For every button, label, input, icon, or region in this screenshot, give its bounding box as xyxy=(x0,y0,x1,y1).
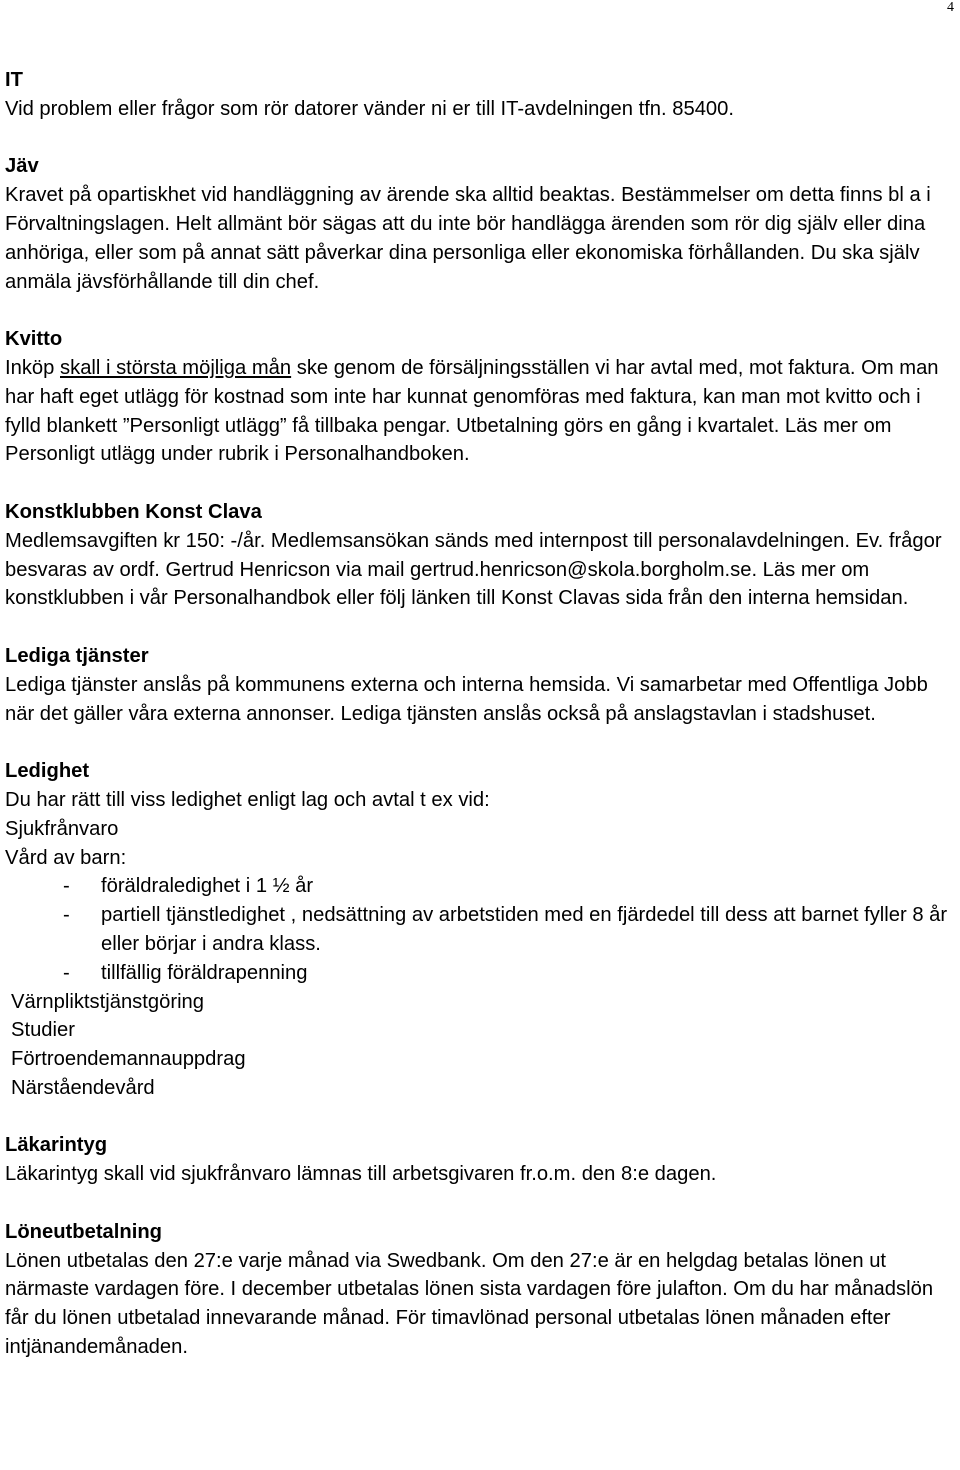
section-jav xyxy=(5,152,957,296)
ledighet-vard-av-barn: Vård av barn: xyxy=(5,846,127,869)
dash-bullet: - xyxy=(63,875,70,898)
paragraph-loneutbetalning: Lönen utbetalas den 27:e varje månad via Swedbank. Om den 27:e är en helgdag betalas lönen ut närmaste vardagen före. I december utbetalas lönen sista vardagen före julafton. Om du har månadslön får du lönen utbetalad innevarande månad. För timavlönad personal utbetalas lönen månaden efter intjänandemånaden. xyxy=(5,1249,934,1359)
ledighet-studier: Studier xyxy=(11,1019,75,1042)
ledighet-barn-list xyxy=(5,872,957,987)
heading-lediga-tjanster: Lediga tjänster xyxy=(5,644,149,667)
dash-bullet: - xyxy=(63,961,70,984)
kvitto-text-start: Inköp xyxy=(5,356,60,379)
list-item-text: föräldraledighet i 1 ½ år xyxy=(101,875,314,898)
heading-konstklubben: Konstklubben Konst Clava xyxy=(5,500,262,523)
page-number: 4 xyxy=(947,0,954,15)
kvitto-text-end: ske genom de försäljningsställen vi har avtal med, mot faktura. Om man har haft eget utlägg för kostnad som inte har kunnat genomföras med faktura, kan man mot kvitto och i fylld blankett ”Personligt utlägg” få tillbaka pengar. Utbetalning görs en gång i kvartalet. Läs mer om Personligt utlägg under rubrik i Personalhandboken. xyxy=(5,356,939,466)
section-lakarintyg xyxy=(5,1131,957,1189)
section-konstklubben xyxy=(5,498,957,613)
section-it xyxy=(5,66,957,124)
paragraph-konstklubben: Medlemsavgiften kr 150: -/år. Medlemsansökan sänds med internpost till personalavdelningen. Ev. frågor besvaras av ordf. Gertrud Henricson via mail gertrud.henricson@skola.borgholm.se. Läs mer om konstklubben i vår Personalhandbok eller följ länken till Konst Clavas sida från den interna hemsidan. xyxy=(5,529,942,610)
heading-jav: Jäv xyxy=(5,155,39,178)
section-loneutbetalning xyxy=(5,1218,957,1362)
section-kvitto xyxy=(5,325,957,469)
paragraph-lakarintyg: Läkarintyg skall vid sjukfrånvaro lämnas till arbetsgivaren fr.o.m. den 8:e dagen. xyxy=(5,1163,717,1186)
heading-loneutbetalning: Löneutbetalning xyxy=(5,1220,162,1243)
paragraph-lediga-tjanster: Lediga tjänster anslås på kommunens externa och interna hemsida. Vi samarbetar med Offentliga Jobb när det gäller våra externa annonser. Lediga tjänsten anslås också på anslagstavlan i stadshuset. xyxy=(5,673,928,725)
ledighet-sjukfranvaro: Sjukfrånvaro xyxy=(5,817,119,840)
dash-bullet: - xyxy=(63,904,70,927)
ledighet-fortroendemannauppdrag: Förtroendemannauppdrag xyxy=(11,1048,246,1071)
ledighet-narstaendevard: Närståendevård xyxy=(11,1076,155,1099)
list-item xyxy=(5,901,957,959)
section-lediga-tjanster xyxy=(5,642,957,728)
list-item xyxy=(5,959,957,988)
heading-kvitto: Kvitto xyxy=(5,328,63,351)
document-body xyxy=(5,66,957,1362)
heading-lakarintyg: Läkarintyg xyxy=(5,1134,108,1157)
paragraph-kvitto xyxy=(5,354,957,469)
heading-it: IT xyxy=(5,69,23,91)
paragraph-jav: Kravet på opartiskhet vid handläggning av ärende ska alltid beaktas. Bestämmelser om detta finns bl a i Förvaltningslagen. Helt allmänt bör sägas att du inte bör handlägga ärenden som rör dig själv eller dina anhöriga, eller som på annat sätt påverkar dina personliga eller ekonomiska förhållanden. Du ska själv anmäla jävsförhållande till din chef. xyxy=(5,184,931,293)
list-item-text: partiell tjänstledighet , nedsättning av arbetstiden med en fjärdedel till dess att barnet fyller 8 år eller börjar i andra klass. xyxy=(101,904,948,955)
paragraph-it: Vid problem eller frågor som rör datorer vänder ni er till IT-avdelningen tfn. 85400. xyxy=(5,97,734,120)
ledighet-intro: Du har rätt till viss ledighet enligt lag och avtal t ex vid: xyxy=(5,788,490,811)
list-item xyxy=(5,872,957,901)
section-ledighet xyxy=(5,757,957,1103)
heading-ledighet: Ledighet xyxy=(5,760,90,783)
ledighet-varnplikt: Värnpliktstjänstgöring xyxy=(11,990,205,1013)
kvitto-underlined-text: skall i största möjliga mån xyxy=(60,356,292,379)
list-item-text: tillfällig föräldrapenning xyxy=(101,961,308,984)
